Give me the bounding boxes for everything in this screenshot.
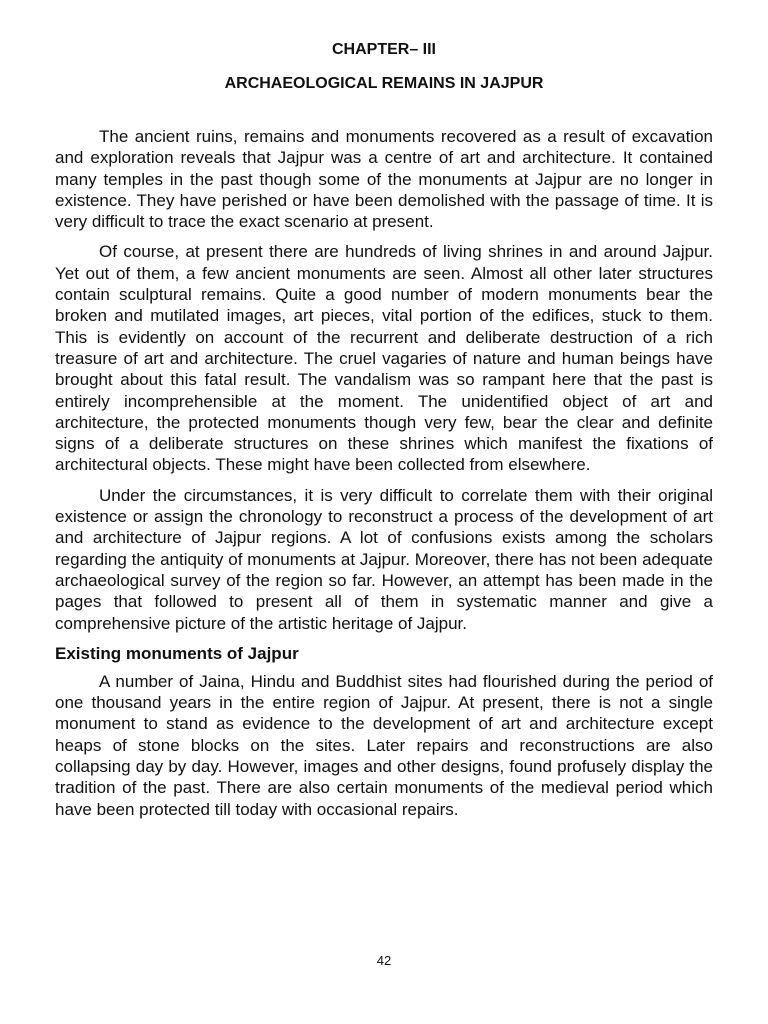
document-page — [55, 40, 713, 829]
paragraph-living-shrines: Of course, at present there are hundreds of living shrines in and around Jajpur. Yet out of them, a few ancient monuments are seen. Almost all other later structures contain sculptural remains. Quite a good number of modern monuments bear the broken and mutilated images, art pieces, vital portion of the edifices, stuck to them. This is evidently on account of the recurrent and deliberate destruction of a rich treasure of art and architecture. The cruel vagaries of nature and human beings have brought about this fatal result. The vandalism was so rampant here that the past is entirely incomprehensible at the moment. The unidentified object of art and architecture, the protected monuments though very few, bear the clear and definite signs of a deliberate structures on these shrines which manifest the fixations of architectural objects. These might have been collected from elsewhere. — [55, 242, 713, 475]
chapter-label: CHAPTER– III — [331, 41, 436, 58]
chapter-title: ARCHAEOLOGICAL REMAINS IN JAJPUR — [224, 75, 544, 92]
paragraph-existing-monuments: A number of Jaina, Hindu and Buddhist sites had flourished during the period of one thousand years in the entire region of Jajpur. At present, there is not a single monument to stand as evidence to the development of art and architecture except heaps of stone blocks on the sites. Later repairs and reconstructions are also collapsing day by day. However, images and other designs, found profusely display the tradition of the past. There are also certain monuments of the medieval period which have been protected till today with occasional repairs. — [55, 671, 713, 819]
paragraph-intro: The ancient ruins, remains and monuments recovered as a result of excavation and exploration reveals that Jajpur was a centre of art and architecture. It contained many temples in the past though some of the monuments at Jajpur are no longer in existence. They have perished or have been demolished with the passage of time. It is very difficult to trace the exact scenario at present. — [55, 127, 713, 232]
page-number: 42 — [376, 953, 392, 968]
paragraph-circumstances: Under the circumstances, it is very difficult to correlate them with their original existence or assign the chronology to reconstruct a process of the development of art and architecture of Jajpur regions. A lot of confusions exists among the scholars regarding the antiquity of monuments at Jajpur. Moreover, there has not been adequate archaeological survey of the region so far. However, an attempt has been made in the pages that followed to present all of them in systematic manner and give a comprehensive picture of the artistic heritage of Jajpur. — [55, 485, 713, 633]
section-heading: Existing monuments of Jajpur — [55, 643, 299, 663]
